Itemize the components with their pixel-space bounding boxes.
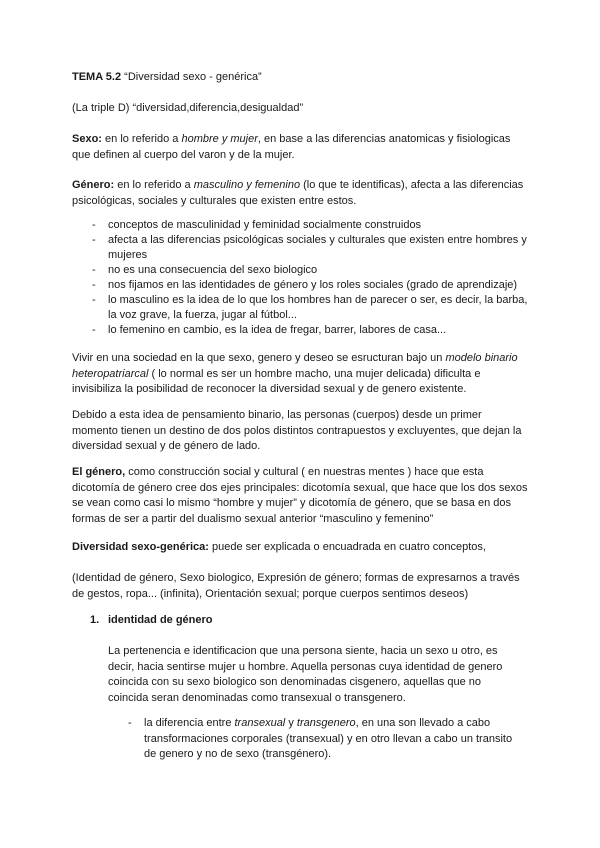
el-genero-paragraph: El género, como construcción social y cultural ( en nuestras mentes ) hace que esta dicotomía de género cree dos ejes principales: dicotomía sexual, que hace que los dos sexos se vean como casi lo mismo “hombre y mujer” y dicotomía de género, que se basa en dos formas de ser a partir del dualismo sexual anterior “masculino y femenino” (72, 466, 528, 525)
document-title (72, 70, 530, 86)
title-rest: “Diversidad sexo - genérica” (121, 71, 262, 83)
sexo-label: Sexo: (72, 133, 102, 145)
list-item: - la diferencia entre transexual y transgenero, en una son llevado a cabo transformaciones corporales (transexual) y en otro llevan a cabo un transito de genero y no de sexo (transgénero). (108, 716, 520, 763)
list-item: - no es una consecuencia del sexo biologico (72, 263, 530, 278)
list-item: - lo masculino es la idea de lo que los hombres han de parecer o ser, es decir, la barba, la voz grave, la fuerza, jugar al fútbol... (72, 293, 530, 323)
triple-d-line: (La triple D) “diversidad,diferencia,desigualdad” (72, 102, 304, 114)
transgenero-emphasis: transgenero (296, 717, 356, 729)
conceptos-paragraph: (Identidad de género, Sexo biologico, Expresión de género; formas de expresarnos a través de gestos, ropa... (infinita), Orientación sexual; porque cuerpos sentimos deseos) (72, 572, 520, 600)
title-bold: TEMA 5.2 (72, 71, 122, 83)
el-genero-label: El género, (72, 466, 126, 478)
genero-paragraph: Género: en lo referido a masculino y femenino (lo que te identificas), afecta a las diferencias psicológicas, sociales y culturales que existen entre estos. (72, 179, 524, 207)
sexo-emphasis: hombre y mujer (181, 133, 258, 145)
pertenencia-paragraph: La pertenencia e identificacion que una persona siente, hacia un sexo u otro, es decir, hacia sentirse mujer u hombre. Aquella personas cuya identidad de genero coincida con su sexo biologico son denominadas cisgenero, aquellas que no coincida seran denominadas como transexual o transgenero. (108, 645, 503, 704)
list-item: - conceptos de masculinidad y feminidad socialmente construidos (72, 218, 530, 233)
section-heading (90, 613, 213, 628)
list-item: - afecta a las diferencias psicológicas sociales y culturales que existen entre hombres y mujeres (72, 233, 530, 263)
identidad-list (108, 716, 520, 763)
genero-emphasis: masculino y femenino (193, 179, 301, 191)
sexo-paragraph: Sexo: en lo referido a hombre y mujer, en base a las diferencias anatomicas y fisiologicas que definen al cuerpo del varon y de la mujer. (72, 133, 511, 161)
genero-list (72, 218, 530, 338)
section-number: 1. (90, 614, 100, 626)
genero-label: Género: (72, 179, 115, 191)
section-title: identidad de género (108, 614, 213, 626)
vivir-paragraph: Vivir en una sociedad en la que sexo, genero y deseo se esructuran bajo un modelo binario heteropatriarcal ( lo normal es ser un hombre macho, una mujer delicada) dificulta e invisibiliza la posibilidad de reconocer la diversidad sexual y de genero existente. (72, 352, 518, 395)
vivir-emphasis: modelo binario heteropatriarcal (72, 352, 518, 380)
diversidad-label: Diversidad sexo-genérica: (72, 541, 209, 553)
debido-paragraph: Debido a esta idea de pensamiento binario, las personas (cuerpos) desde un primer momento tienen un destino de dos polos distintos contrapuestos y excluyentes, que dejan la diversidad sexual y de género de lado. (72, 409, 522, 452)
diversidad-paragraph: Diversidad sexo-genérica: puede ser explicada o encuadrada en cuatro conceptos, (72, 541, 486, 553)
list-item: - nos fijamos en las identidades de género y los roles sociales (grado de aprendizaje) (72, 278, 530, 293)
list-item: - lo femenino en cambio, es la idea de fregar, barrer, labores de casa... (72, 323, 530, 338)
transexual-emphasis: transexual (234, 717, 286, 729)
